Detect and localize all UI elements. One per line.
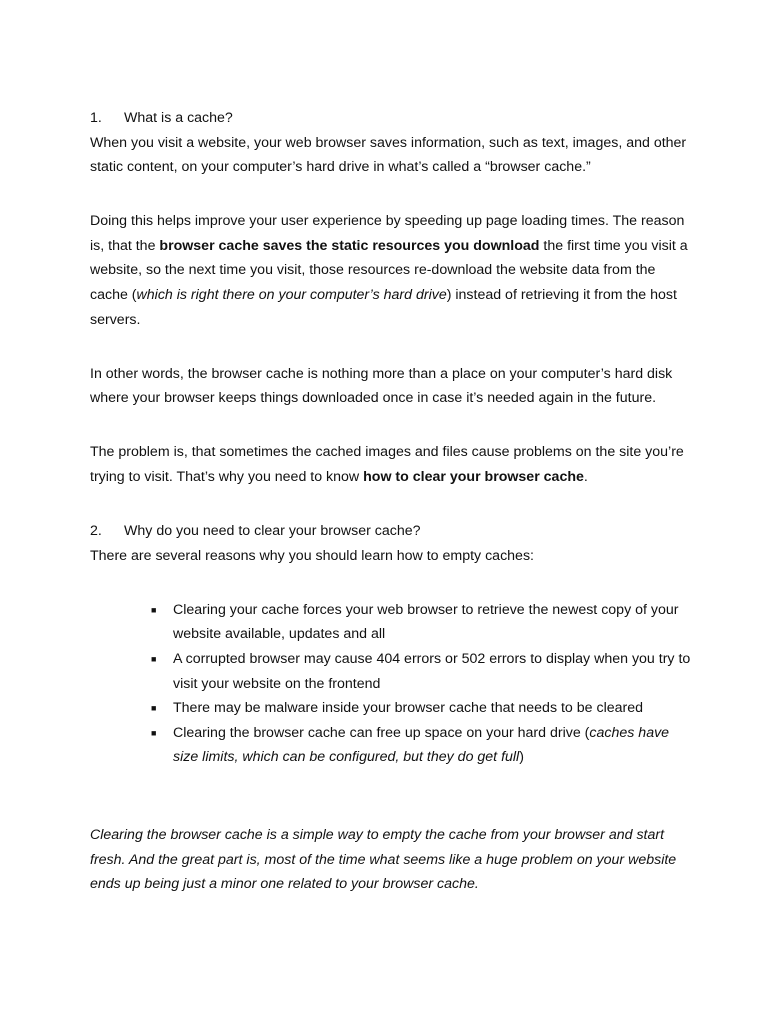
text-run: cache (: [90, 287, 137, 304]
section-1-paragraph-2: [90, 209, 690, 332]
text-run: ): [519, 749, 524, 766]
paragraph-line: Doing this helps improve your user experience by speeding up page loading times. The reason: [90, 213, 685, 230]
section-1-number: 1.: [90, 110, 102, 126]
paragraph-line: [90, 234, 690, 259]
bullet-icon: ■: [151, 604, 157, 615]
list-item-line: Clearing your cache forces your web browser to retrieve the newest copy of your: [173, 601, 679, 618]
italic-emphasis: which is right there on your computer’s hard drive: [136, 287, 447, 304]
section-2-title: Why do you need to clear your browser cache?: [124, 523, 421, 540]
text-run: Clearing the browser cache can free up space on your hard drive (: [173, 724, 590, 741]
section-1-paragraph-3: [90, 362, 690, 411]
closing-line: [90, 872, 690, 897]
list-item: [147, 598, 690, 647]
section-1-paragraph-4: [90, 440, 690, 489]
closing-line: [90, 823, 690, 848]
section-2-heading: [90, 519, 690, 544]
section-2-intro: There are several reasons why you should learn how to empty caches:: [90, 547, 534, 564]
section-1-title: What is a cache?: [124, 110, 233, 126]
paragraph-line: [90, 283, 690, 308]
bold-emphasis: how to clear your browser cache: [363, 469, 584, 486]
section-1-intro-line-2: static content, on your computer’s hard drive in what’s called a “browser cache.”: [90, 159, 591, 176]
italic-emphasis: size limits, which can be configured, but they do get full: [173, 749, 520, 766]
text-run: the first time you visit a: [539, 237, 688, 254]
text-run: .: [583, 469, 588, 486]
italic-emphasis: caches have: [589, 724, 670, 741]
list-item-line: [173, 745, 690, 770]
closing-line: [90, 848, 690, 873]
list-item-line: website available, updates and all: [173, 626, 386, 643]
bullet-icon: ■: [151, 727, 157, 738]
bold-emphasis: browser cache saves the static resources you download: [159, 237, 540, 254]
paragraph-line: where your browser keeps things downloaded once in case it’s needed again in the future.: [90, 390, 657, 407]
paragraph-line: [90, 465, 690, 490]
bullet-icon: ■: [151, 654, 157, 664]
list-item-line: There may be malware inside your browser cache that needs to be cleared: [173, 700, 644, 717]
paragraph-line: website, so the next time you visit, those resources re-download the website data from the: [90, 262, 656, 279]
paragraph-line: In other words, the browser cache is nothing more than a place on your computer’s hard disk: [90, 365, 673, 382]
text-run: is, that the: [90, 237, 160, 254]
paragraph-line: The problem is, that sometimes the cached images and files cause problems on the site you’re: [90, 444, 684, 461]
bullet-icon: ■: [151, 703, 157, 714]
paragraph-line: servers.: [90, 311, 141, 328]
section-2-number: 2.: [90, 523, 102, 540]
list-item: [147, 721, 690, 770]
italic-emphasis: Clearing the browser cache is a simple way to empty the cache from your browser and start: [90, 826, 665, 843]
reasons-list: [147, 598, 690, 770]
section-1-heading: [90, 106, 690, 131]
text-run: trying to visit. That’s why you need to know: [90, 469, 364, 486]
section-1-intro-line-1: When you visit a website, your web browser saves information, such as text, images, and other: [90, 134, 687, 151]
list-item-line: [173, 721, 690, 746]
list-item-line: A corrupted browser may cause 404 errors or 502 errors to display when you try to: [173, 651, 691, 667]
text-run: ) instead of retrieving it from the host: [446, 287, 677, 304]
document-page: [90, 106, 690, 897]
closing-paragraph: [90, 823, 690, 897]
list-item: [147, 696, 690, 721]
list-item-line: visit your website on the frontend: [173, 675, 381, 692]
italic-emphasis: ends up being just a minor one related to your browser cache.: [90, 876, 479, 893]
list-item: [147, 647, 690, 696]
italic-emphasis: fresh. And the great part is, most of the time what seems like a huge problem on your website: [90, 851, 677, 868]
